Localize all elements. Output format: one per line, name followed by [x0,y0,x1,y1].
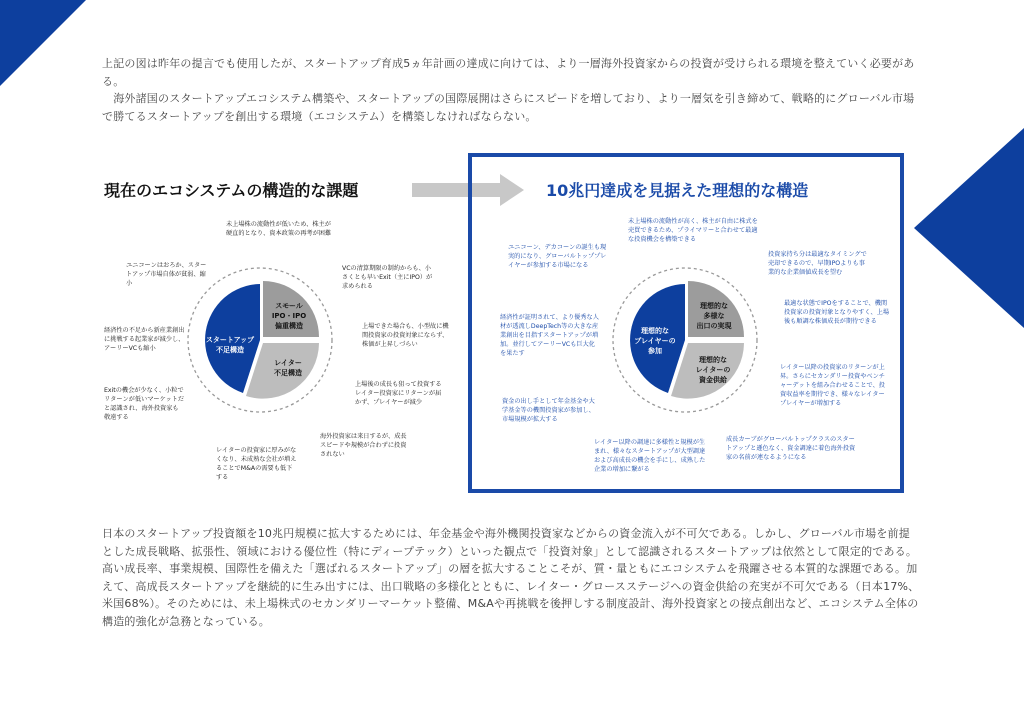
right-ann-6: レイター以降の調達に多様性と規模が生まれ、様々なスタートアップが大型調達および高成長の機会を手にし、成熟した企業の増加に繋がる [594,439,706,473]
right-ann-1: 未上場株の流動性が高く、株主が自由に株式を売買できるため、プライマリーと合わせて最適な投資機会を構築できる [628,218,758,243]
left-ann-1: 未上場株の流動性が低いため、株主が硬直的となり、資本政策の再考が困難 [226,221,332,237]
left-ann-6: レイターの投資家に厚みがなくなり、未成熟な会社が増えることでM&Aの需要も低下する [216,447,297,481]
left-ann-5: 海外投資家は来日するが、成長スピードや規模が合わずに投資されない [320,433,407,458]
right-ann-4: レイター以降の投資家のリターンが上昇。さらにセカンダリー投資やベンチャーデットを組み合わせることで、投資収益率を期待でき、様々なレイタープレイヤーが増加する [780,364,885,407]
bottom-paragraph-1: 日本のスタートアップ投資額を10兆円規模に拡大するためには、年金基金や海外機関投資家などからの資金流入が不可欠である。しかし、グローバル市場を前提とした成長戦略、拡張性、領域における優位性（特にディープテック）といった観点で「投資対象」として認識されるスタートアップは依然として限定的である。 [102,527,918,558]
right-ann-7: 資金の出し手として年金基金や大学基金等の機関投資家が参加し、市場規模が拡大する [502,398,595,423]
top-paragraph-1: 上記の図は昨年の提言でも使用したが、スタートアップ育成5ヵ年計画の達成に向けては、より一層海外投資家からの投資が受けられる環境を整えていく必要がある。 [102,57,915,88]
right-seg-blue-label: 理想的なプレイヤーの参加 [634,327,676,355]
top-paragraph-2: 海外諸国のスタートアップエコシステム構築や、スタートアップの国際展開はさらにスピードを増しており、より一層気を引き締めて、戦略的にグローバル市場で勝てるスタートアップを創出する環境（エコシステム）を構築しなければならない。 [102,92,915,123]
corner-triangle-right [914,128,1024,328]
top-paragraphs [102,55,922,125]
right-ann-9: ユニコーン、デカコーンの誕生も現実的になり、グローバルトッププレイヤーが参加する市場になる [508,244,607,269]
left-ann-4: 上場後の成長も狙って投資するレイター投資家にリターンが届かず、プレイヤーが減少 [355,381,442,406]
bottom-paragraphs [102,525,920,630]
left-seg-top-right-label: スモール IPO・IPO 偏重構造 [271,302,307,330]
right-ann-5: 成長カーブがグローバルトップクラスのスタートアップと遜色なく、資金調達に着色海外投資家の名前が連なるようになる [726,436,856,461]
left-ann-7: Exitの機会が少なく、小粒でリターンが低いマーケットだと認識され、海外投資家も敬遠する [104,387,185,421]
left-seg-blue-line2: 不足構造 [216,346,244,354]
corner-triangle-top-left [0,0,86,86]
left-ann-3: 上場できた場合も、小型故に機関投資家の投資対象にならず、株価が上昇しづらい [362,323,449,348]
left-ann-2: VCの清算期限の制約からも、小さくとも早いExit（主にIPO）が求められる [342,265,433,290]
bottom-paragraph-2: 高い成長率、事業規模、国際性を備えた「選ばれるスタートアップ」の層を拡大することこそが、質・量ともにエコシステムを飛躍させる本質的な課題である。加えて、高成長スタートアップを継続的に生み出すには、出口戦略の多様化とともに、レイター・グロースステージへの資金供給の充実が不可欠である（日本17%、米国68%）。そのためには、未上場株式のセカンダリーマーケット整備、M&Aや再挑戦を後押しする制度設計、海外投資家との接点創出など、エコシステム全体の構造的強化が急務となっている。 [102,562,920,628]
right-ann-8: 経済性が証明されて、より優秀な人材が透流しDeepTech等の大きな産業創出を目指すスタートアップが増加。並行してアーリーVCも巨大化を果たす [500,314,599,357]
left-ann-8: 経済性の不足から新産業創出に挑戦する起業家が減少し、アーリーVCも縮小 [104,327,185,352]
right-pie-diagram [610,250,760,430]
left-seg-bottom-right-label: レイター不足構造 [274,359,302,377]
right-diagram-title: 10兆円達成を見据えた理想的な構造 [546,181,809,200]
left-ann-9: ユニコーンはおろか、スタートアップ市場自体が貧弱、縮小 [126,262,207,287]
right-seg-bottom-right-label: 理想的なレイターの資金供給 [695,356,731,384]
right-ann-3: 最適な状態でIPOをすることで、機関投資家の投資対象となりやすく、上場後も順調な株価成長が期待できる [784,300,890,325]
right-seg-top-right-label: 理想的な多様な出口の実現 [696,302,732,330]
left-diagram-title: 現在のエコシステムの構造的な課題 [104,181,359,200]
right-ann-2: 投資家持ち分は最適なタイミングで売却できるので、早期IPOよりも事業的な企業価値成長を望む [768,251,867,276]
left-seg-blue-line1: スタートアップ [205,336,255,344]
